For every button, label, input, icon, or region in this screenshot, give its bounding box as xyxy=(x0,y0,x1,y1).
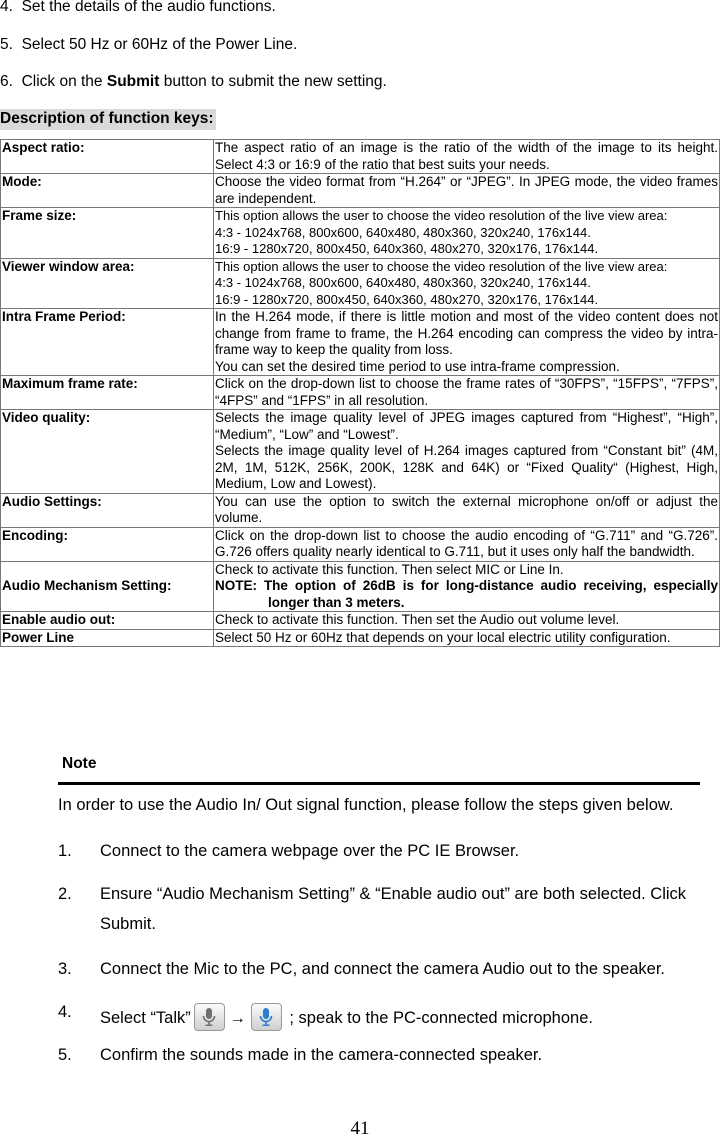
note-box xyxy=(58,755,700,785)
step-number: 5. xyxy=(58,1046,72,1064)
table-row xyxy=(1,410,720,494)
table-row xyxy=(1,493,720,527)
microphone-blue-icon xyxy=(251,1003,282,1031)
function-key: Encoding: xyxy=(1,527,214,561)
step-6 xyxy=(0,73,387,91)
function-key: Video quality: xyxy=(1,410,214,494)
step-text: button to submit the new setting. xyxy=(159,73,387,90)
note-divider xyxy=(58,782,700,785)
submit-emphasis: Submit xyxy=(106,73,160,90)
step-text: Connect the Mic to the PC, and connect the camera Audio out to the speaker. xyxy=(100,960,666,978)
function-key: Audio Settings: xyxy=(1,493,214,527)
step-number: 1. xyxy=(58,842,72,860)
step-4 xyxy=(0,0,276,16)
step-text: Select 50 Hz or 60Hz of the Power Line. xyxy=(21,36,298,53)
audio-note: NOTE: The option of 26dB is for long-distance audio receiving, especially longer than 3 meters. xyxy=(215,578,718,610)
step-number: 4. xyxy=(58,1003,72,1021)
function-key: Power Line xyxy=(1,629,214,647)
step-number: 2. xyxy=(58,885,72,903)
function-description: Choose the video format from “H.264” or “JPEG”. In JPEG mode, the video frames are independent. xyxy=(215,174,718,206)
function-description: This option allows the user to choose the video resolution of the live view area: 4:3 - 1024x768, 800x600, 640x480, 480x360, 320x240, 176x144. 16:9 - 1280x720, 800x450, 640x360, 480x270, 320x176, 176x144. xyxy=(214,208,720,259)
step-number: 3. xyxy=(58,960,72,978)
function-description: Selects the image quality level of JPEG images captured from “Highest”, “High”, “Medium”, “Low” and “Lowest”. Selects the image quality level of H.264 images captured from “Constant bit” (4M, 2M, 1M, 512K, 256K, 200K, 128K and 64K) or “Fixed Quality“ (Highest, High, Medium, Low and Lowest). xyxy=(215,410,718,491)
step-number: 6. xyxy=(0,73,13,90)
function-description: Check to activate this function. Then set the Audio out volume level. xyxy=(214,612,720,630)
step-text: Select “Talk” → ; speak to the PC-connected microphone. xyxy=(100,1003,593,1031)
table-row xyxy=(1,140,720,174)
step-number: 4. xyxy=(0,0,13,15)
function-description: Select 50 Hz or 60Hz that depends on your local electric utility configuration. xyxy=(214,629,720,647)
note-title: Note xyxy=(62,755,97,772)
function-key: Viewer window area: xyxy=(1,258,214,309)
step-text: Submit. xyxy=(100,915,156,933)
arrow-right-icon: → xyxy=(229,1010,246,1027)
function-description: The aspect ratio of an image is the ratio of the width of the image to its height. Select 4:3 or 16:9 of the ratio that best suits your needs. xyxy=(215,140,718,172)
function-key: Aspect ratio: xyxy=(1,140,214,174)
function-key: Mode: xyxy=(1,174,214,208)
function-description: Click on the drop-down list to choose the frame rates of “30FPS”, “15FPS”, “7FPS”, “4FPS” and “1FPS” in all resolution. xyxy=(215,376,718,408)
step-5 xyxy=(0,36,297,54)
table-row xyxy=(1,309,720,376)
table-row xyxy=(1,258,720,309)
step-text: Click on the xyxy=(21,73,107,90)
function-key: Intra Frame Period: xyxy=(1,309,214,376)
step-text: Set the details of the audio functions. xyxy=(21,0,276,15)
table-row xyxy=(1,376,720,410)
section-title: Description of function keys: xyxy=(0,109,216,130)
function-description: In the H.264 mode, if there is little motion and most of the video content does not change from frame to frame, the H.264 encoding can compress the video by intra-frame way to keep the quality from loss. You can set the desired time period to use intra-frame compression. xyxy=(215,309,718,374)
step-text: Ensure “Audio Mechanism Setting” & “Enable audio out” are both selected. Click xyxy=(100,885,687,903)
step-text: Connect to the camera webpage over the PC IE Browser. xyxy=(100,842,520,860)
function-description: This option allows the user to choose the video resolution of the live view area: 4:3 - 1024x768, 800x600, 640x480, 480x360, 320x240, 176x144. 16:9 - 1280x720, 800x450, 640x360, 480x270, 320x176, 176x144. xyxy=(214,258,720,309)
table-row xyxy=(1,174,720,208)
step-number: 5. xyxy=(0,36,13,53)
table-row xyxy=(1,612,720,630)
function-description: You can use the option to switch the external microphone on/off or adjust the volume. xyxy=(215,493,718,525)
function-keys-table xyxy=(0,139,720,647)
note-intro: In order to use the Audio In/ Out signal function, please follow the steps given below. xyxy=(58,796,674,814)
function-key: Maximum frame rate: xyxy=(1,376,214,410)
function-description: Click on the drop-down list to choose the audio encoding of “G.711” and “G.726”. G.726 offers quality nearly identical to G.711, but it uses only half the bandwidth. xyxy=(215,527,718,559)
step-text: Confirm the sounds made in the camera-connected speaker. xyxy=(100,1046,543,1064)
function-description: Check to activate this function. Then select MIC or Line In. NOTE: The option of 26dB is for long-distance audio receiving, especially longer than 3 meters. xyxy=(215,561,718,610)
page-number: 41 xyxy=(350,1118,370,1139)
function-key: Frame size: xyxy=(1,208,214,259)
table-row xyxy=(1,527,720,561)
function-key: Audio Mechanism Setting: xyxy=(1,561,214,612)
microphone-gray-icon xyxy=(194,1003,225,1031)
table-row xyxy=(1,561,720,612)
function-key: Enable audio out: xyxy=(1,612,214,630)
table-row xyxy=(1,208,720,259)
table-row xyxy=(1,629,720,647)
